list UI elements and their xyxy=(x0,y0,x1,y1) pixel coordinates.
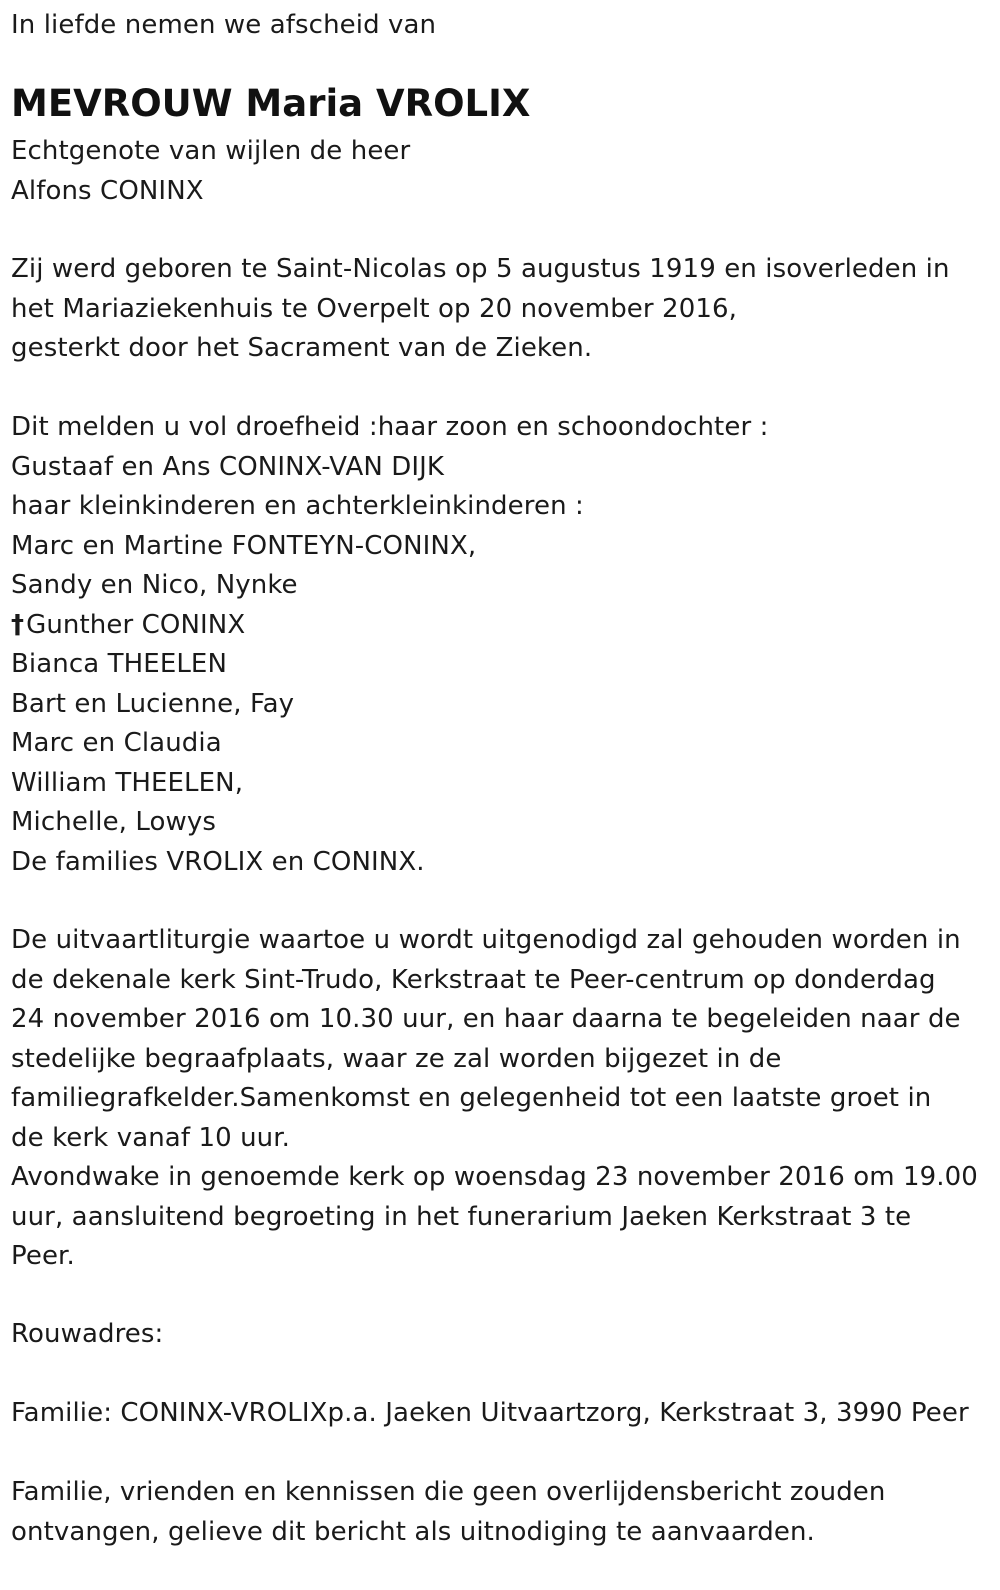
family-member: Sandy en Nico, Nynke xyxy=(11,570,298,600)
deceased-name: MEVROUW Maria VROLIX xyxy=(11,82,531,125)
spouse-line-1: Echtgenote van wijlen de heer xyxy=(11,136,411,166)
funeral-line: familiegrafkelder.Samenkomst en gelegenheid tot een laatste groet in xyxy=(11,1083,932,1113)
rouwadres-label: Rouwadres: xyxy=(11,1319,164,1349)
family-member: William THEELEN, xyxy=(11,767,244,798)
closing-block xyxy=(11,1473,986,1552)
funeral-line: De uitvaartliturgie waartoe u wordt uitgenodigd zal gehouden worden in xyxy=(11,925,961,955)
spouse-block xyxy=(11,132,986,211)
birth-line-1: Zij werd geboren te Saint-Nicolas op 5 augustus 1919 en isoverleden in xyxy=(11,254,950,284)
birth-line-3: gesterkt door het Sacrament van de Zieken. xyxy=(11,333,593,363)
family-son: Gustaaf en Ans CONINX-VAN DIJK xyxy=(11,451,445,482)
birth-line-2: het Mariaziekenhuis te Overpelt op 20 november 2016, xyxy=(11,293,737,324)
family-member-deceased xyxy=(11,606,986,646)
closing-line: ontvangen, gelieve dit bericht als uitnodiging te aanvaarden. xyxy=(11,1516,815,1547)
family-block xyxy=(11,408,986,882)
family-grandchildren-intro: haar kleinkinderen en achterkleinkinderen : xyxy=(11,491,584,521)
family-member: Marc en Claudia xyxy=(11,728,222,758)
closing-line: Familie, vrienden en kennissen die geen overlijdensbericht zouden xyxy=(11,1477,886,1507)
birth-death-block xyxy=(11,250,986,369)
funeral-line: 24 november 2016 om 10.30 uur, en haar daarna te begeleiden naar de xyxy=(11,1004,961,1034)
funeral-line: de dekenale kerk Sint-Trudo, Kerkstraat te Peer-centrum op donderdag xyxy=(11,964,936,995)
cross-icon: † xyxy=(11,609,25,640)
family-member: Bart en Lucienne, Fay xyxy=(11,688,295,719)
rouwadres-block xyxy=(11,1315,986,1355)
funeral-block xyxy=(11,921,986,1277)
funeral-line: stedelijke begraafplaats, waar ze zal worden bijgezet in de xyxy=(11,1043,782,1074)
funeral-line: Avondwake in genoemde kerk op woensdag 23 november 2016 om 19.00 xyxy=(11,1162,978,1192)
funeral-line: uur, aansluitend begroeting in het funerarium Jaeken Kerkstraat 3 te xyxy=(11,1201,912,1232)
funeral-line: Peer. xyxy=(11,1241,75,1271)
family-member: De families VROLIX en CONINX. xyxy=(11,846,425,877)
family-member-name: Gunther CONINX xyxy=(26,609,246,640)
family-announce: Dit melden u vol droefheid :haar zoon en schoondochter : xyxy=(11,412,769,442)
family-member: Michelle, Lowys xyxy=(11,807,217,837)
address-text: Familie: CONINX-VROLIXp.a. Jaeken Uitvaartzorg, Kerkstraat 3, 3990 Peer xyxy=(11,1398,969,1428)
family-member: Marc en Martine FONTEYN-CONINX, xyxy=(11,530,477,561)
family-member: Bianca THEELEN xyxy=(11,649,228,679)
funeral-line: de kerk vanaf 10 uur. xyxy=(11,1122,291,1153)
spouse-line-2: Alfons CONINX xyxy=(11,175,204,206)
address-block xyxy=(11,1394,986,1434)
intro-text: In liefde nemen we afscheid van xyxy=(11,10,437,40)
